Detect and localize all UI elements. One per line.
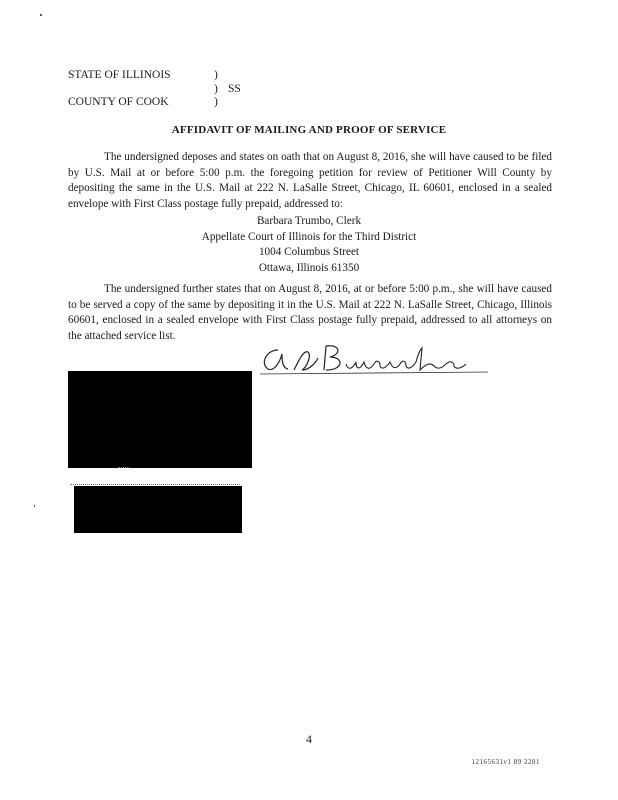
address-line: Appellate Court of Illinois for the Third District	[201, 230, 417, 243]
caption-paren: )	[214, 96, 218, 108]
signature	[256, 340, 492, 376]
address-line: 1004 Columbus Street	[258, 246, 360, 258]
page-number: 4	[306, 732, 312, 746]
address-line: Barbara Trumbo, Clerk	[256, 215, 362, 227]
scan-speck	[34, 505, 35, 507]
caption-ss: SS	[228, 83, 241, 95]
caption-state: STATE OF ILLINOIS	[68, 69, 171, 81]
scan-speck	[40, 14, 42, 16]
scan-artifact-line	[118, 467, 130, 469]
address-line: Ottawa, Illinois 61350	[258, 261, 360, 274]
document-title: AFFIDAVIT OF MAILING AND PROOF OF SERVICE	[171, 124, 447, 136]
caption-paren: )	[214, 69, 218, 81]
caption-paren: )	[214, 83, 218, 95]
document-id: 12165631v1 89 2281	[471, 758, 540, 766]
paragraph-service: The undersigned further states that on August 8, 2016, at or before 5:00 p.m., she will have caused to be served a copy of the same by depositing it in the U.S. Mail at 222 N. LaSalle Street, Chicago, Illinois 60601, enclosed in a sealed envelope with First Class postage fully prepaid, addressed to all attorneys on the attached service list.	[68, 283, 552, 342]
paragraph-filing: The undersigned deposes and states on oath that on August 8, 2016, she will have caused to be filed by U.S. Mail at or before 5:00 p.m. the foregoing petition for review of Petitioner Will County by depositing the same in the U.S. Mail at 222 N. LaSalle Street, Chicago, IL 60601, enclosed in a sealed envelope with First Class postage fully prepaid, addressed to:	[68, 151, 552, 210]
redaction-block	[74, 486, 242, 533]
clerk-address	[0, 214, 618, 276]
caption-county: COUNTY OF COOK	[68, 96, 169, 108]
redaction-block	[68, 371, 252, 468]
